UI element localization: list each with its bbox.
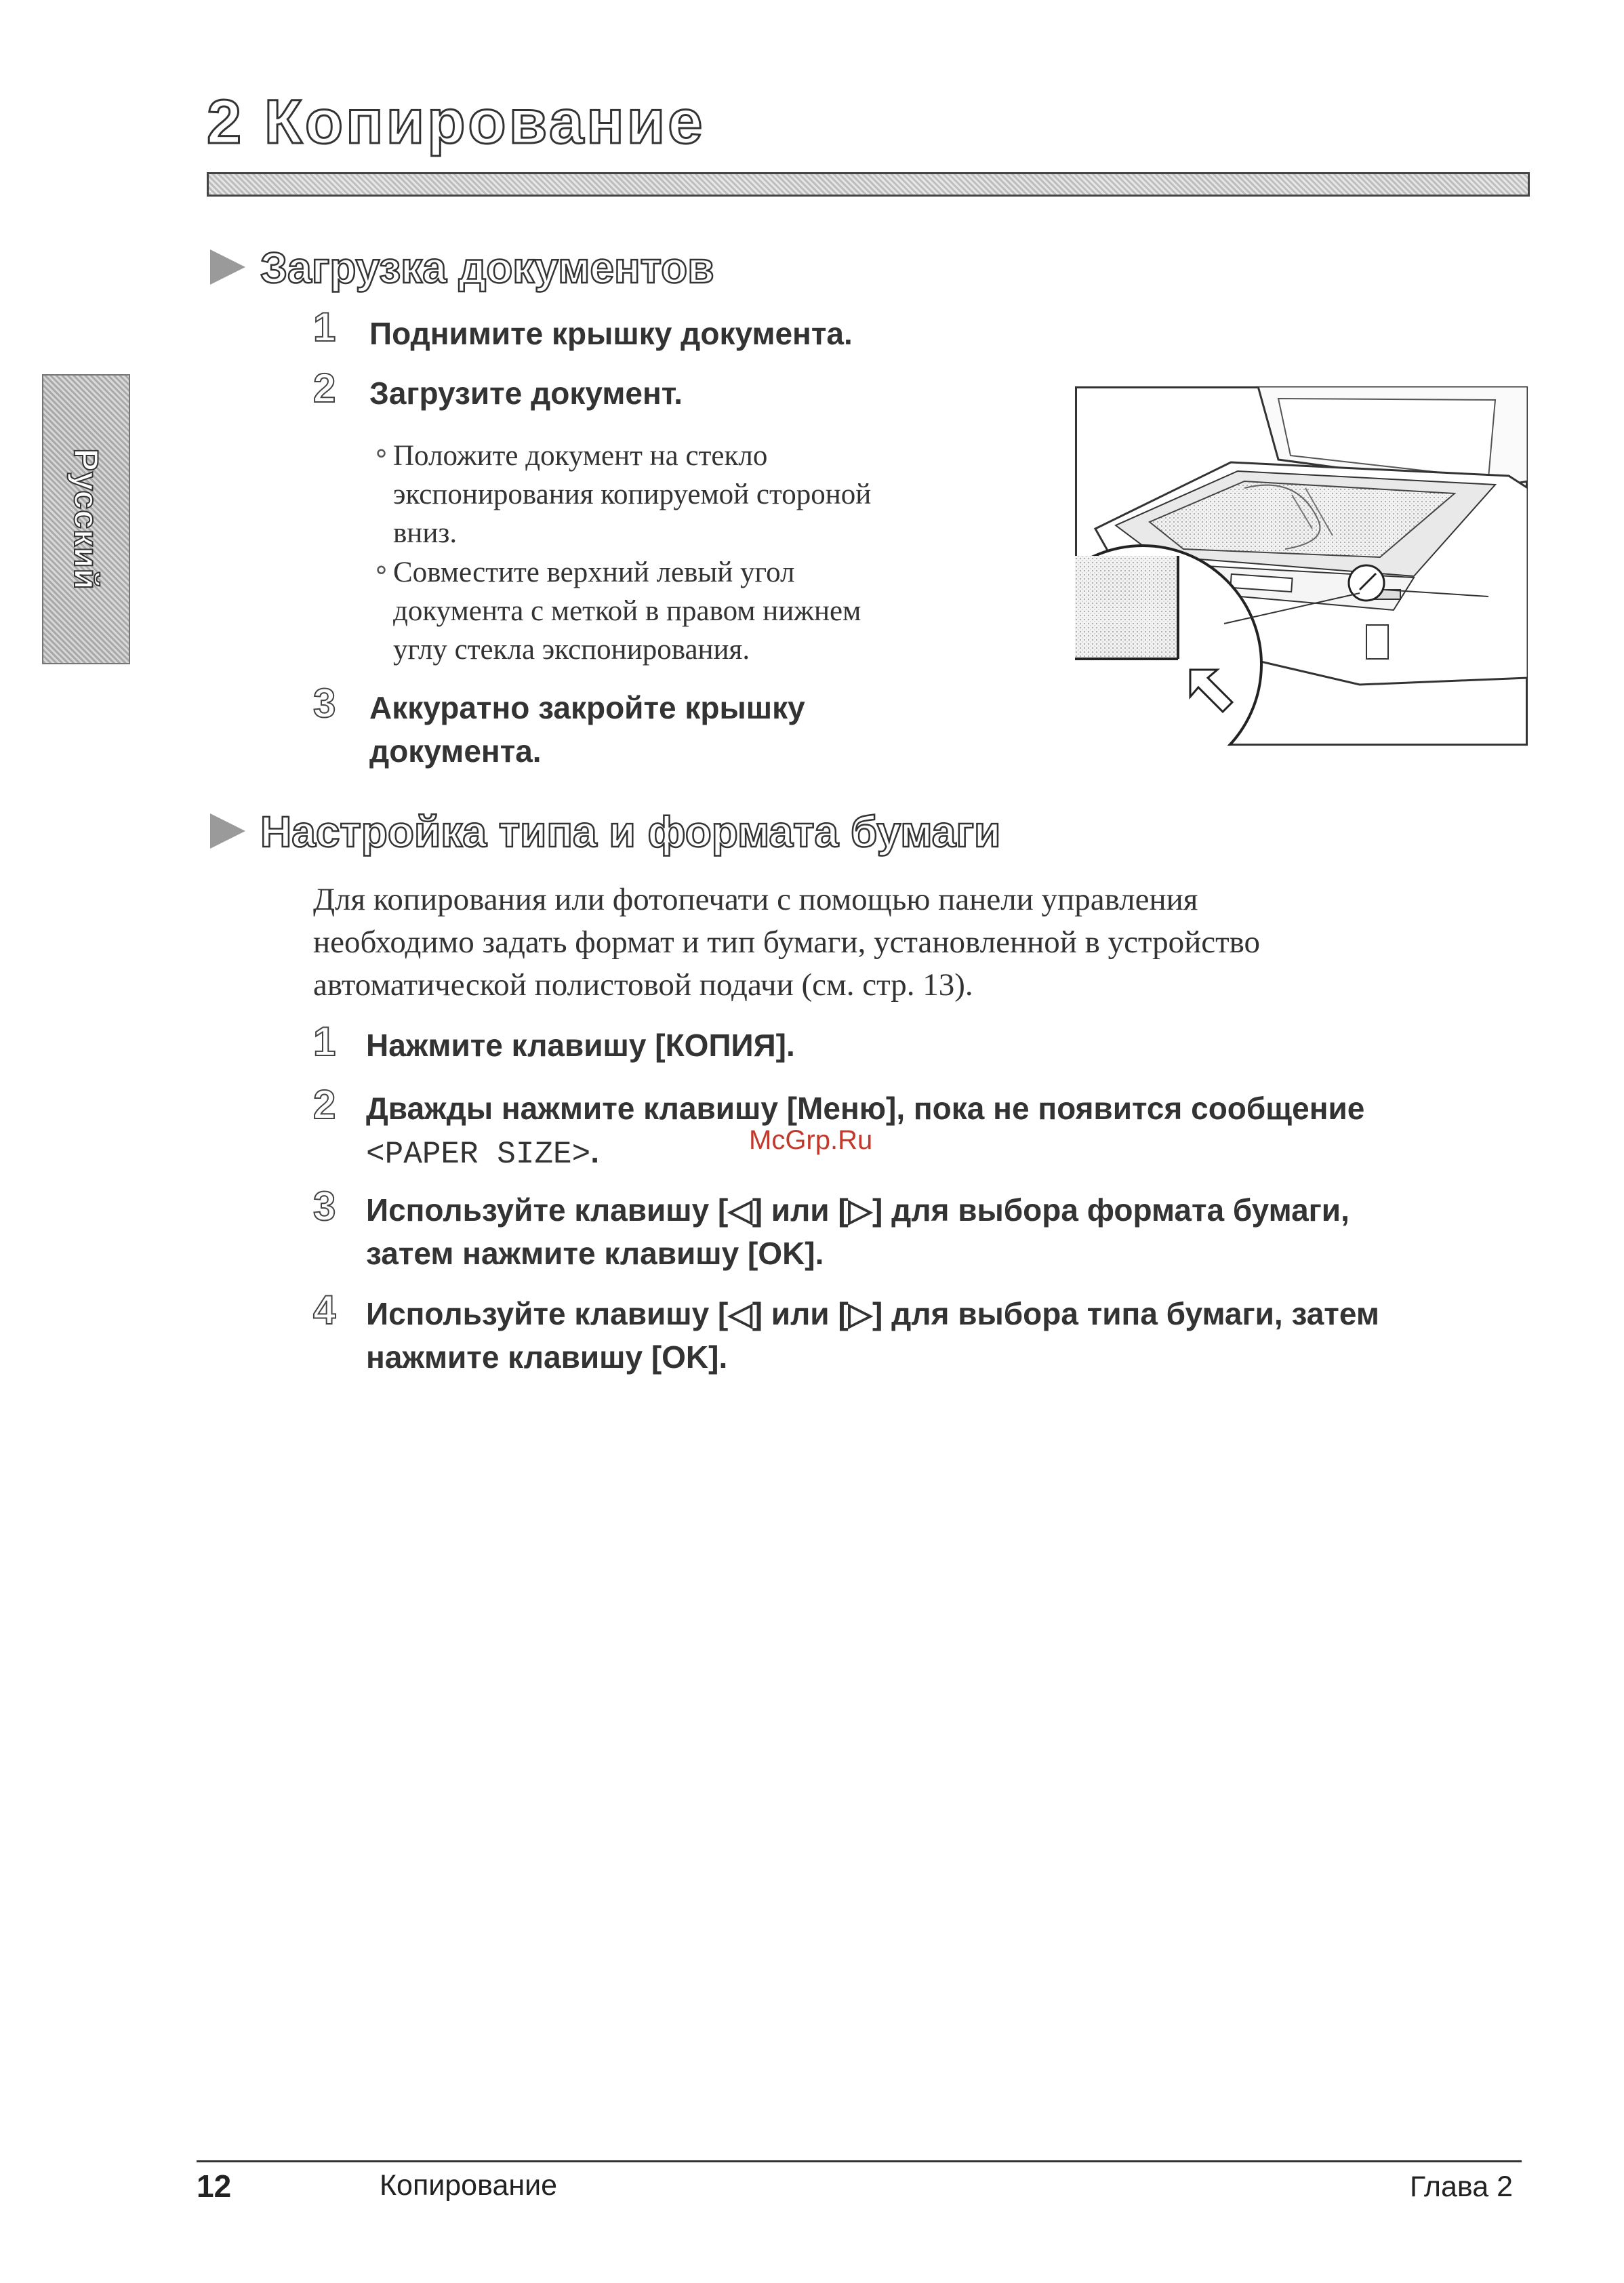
page-number: 12 bbox=[197, 2168, 232, 2204]
bullet-item bbox=[373, 437, 990, 552]
section-heading-text: Загрузка документов bbox=[260, 243, 714, 292]
step-text bbox=[366, 1188, 1349, 1275]
section-arrow-icon bbox=[210, 813, 245, 849]
step-number: 1 bbox=[313, 1019, 336, 1064]
step-text-line: Используйте клавишу [◁] или [▷] для выбора формата бумаги, bbox=[366, 1192, 1349, 1228]
step-number: 3 bbox=[313, 1184, 336, 1229]
intro-paragraph bbox=[313, 878, 1533, 1007]
bullet-item bbox=[373, 553, 990, 669]
bullet-line: документа с меткой в правом нижнем bbox=[393, 595, 861, 627]
section-heading-paper bbox=[210, 807, 1000, 857]
scanner-drawing bbox=[1075, 386, 1528, 746]
footer-chapter-name: Копирование bbox=[380, 2169, 558, 2202]
intro-line: автоматической полистовой подачи (см. стр. 13). bbox=[313, 967, 973, 1003]
language-tab bbox=[42, 374, 130, 664]
step-number: 1 bbox=[313, 304, 336, 350]
section-heading-loading bbox=[210, 243, 714, 293]
language-tab-label: Русский bbox=[67, 448, 105, 590]
step-text bbox=[369, 686, 805, 773]
bullet-line: экспонирования копируемой стороной bbox=[393, 479, 872, 510]
chapter-title: 2 Копирование bbox=[207, 87, 706, 157]
bullet-mark: ∘ bbox=[373, 437, 390, 468]
bullet-line: Положите документ на стекло bbox=[393, 440, 768, 472]
step-text: Загрузите документ. bbox=[369, 376, 683, 411]
bullet-mark: ∘ bbox=[373, 554, 390, 584]
step-number: 3 bbox=[313, 681, 336, 726]
scanner-illustration bbox=[1075, 386, 1528, 746]
bullet-line: вниз. bbox=[393, 517, 458, 549]
intro-line: необходимо задать формат и тип бумаги, установленной в устройство bbox=[313, 925, 1260, 960]
step-text-line: затем нажмите клавишу [OK]. bbox=[366, 1236, 824, 1271]
section-arrow-icon bbox=[210, 249, 245, 285]
step-text-line: документа. bbox=[369, 733, 542, 769]
chapter-title-bar bbox=[207, 172, 1530, 197]
step-number: 4 bbox=[313, 1287, 336, 1333]
footer-rule bbox=[197, 2160, 1522, 2162]
step-number: 2 bbox=[313, 365, 336, 411]
step-text: Поднимите крышку документа. bbox=[369, 316, 853, 351]
step-text bbox=[366, 1292, 1379, 1379]
step-text-line: Используйте клавишу [◁] или [▷] для выбора типа бумаги, затем bbox=[366, 1296, 1379, 1331]
section-heading-text: Настройка типа и формата бумаги bbox=[260, 807, 1001, 856]
step-text-line: Дважды нажмите клавишу [Меню], пока не появится сообщение bbox=[366, 1091, 1365, 1126]
watermark: McGrp.Ru bbox=[749, 1125, 873, 1155]
step-text: Нажмите клавишу [КОПИЯ]. bbox=[366, 1028, 795, 1063]
step-text-tail: . bbox=[590, 1134, 600, 1169]
step-number: 2 bbox=[313, 1082, 336, 1127]
bullet-line: Совместите верхний левый угол bbox=[393, 557, 795, 588]
lcd-message: <PAPER SIZE> bbox=[366, 1137, 591, 1172]
step-text-line: Аккуратно закройте крышку bbox=[369, 690, 805, 725]
step-text-line: нажмите клавишу [OK]. bbox=[366, 1339, 728, 1375]
footer-chapter-label: Глава 2 bbox=[1410, 2170, 1514, 2203]
bullet-line: углу стекла экспонирования. bbox=[393, 634, 750, 666]
intro-line: Для копирования или фотопечати с помощью панели управления bbox=[313, 882, 1198, 917]
